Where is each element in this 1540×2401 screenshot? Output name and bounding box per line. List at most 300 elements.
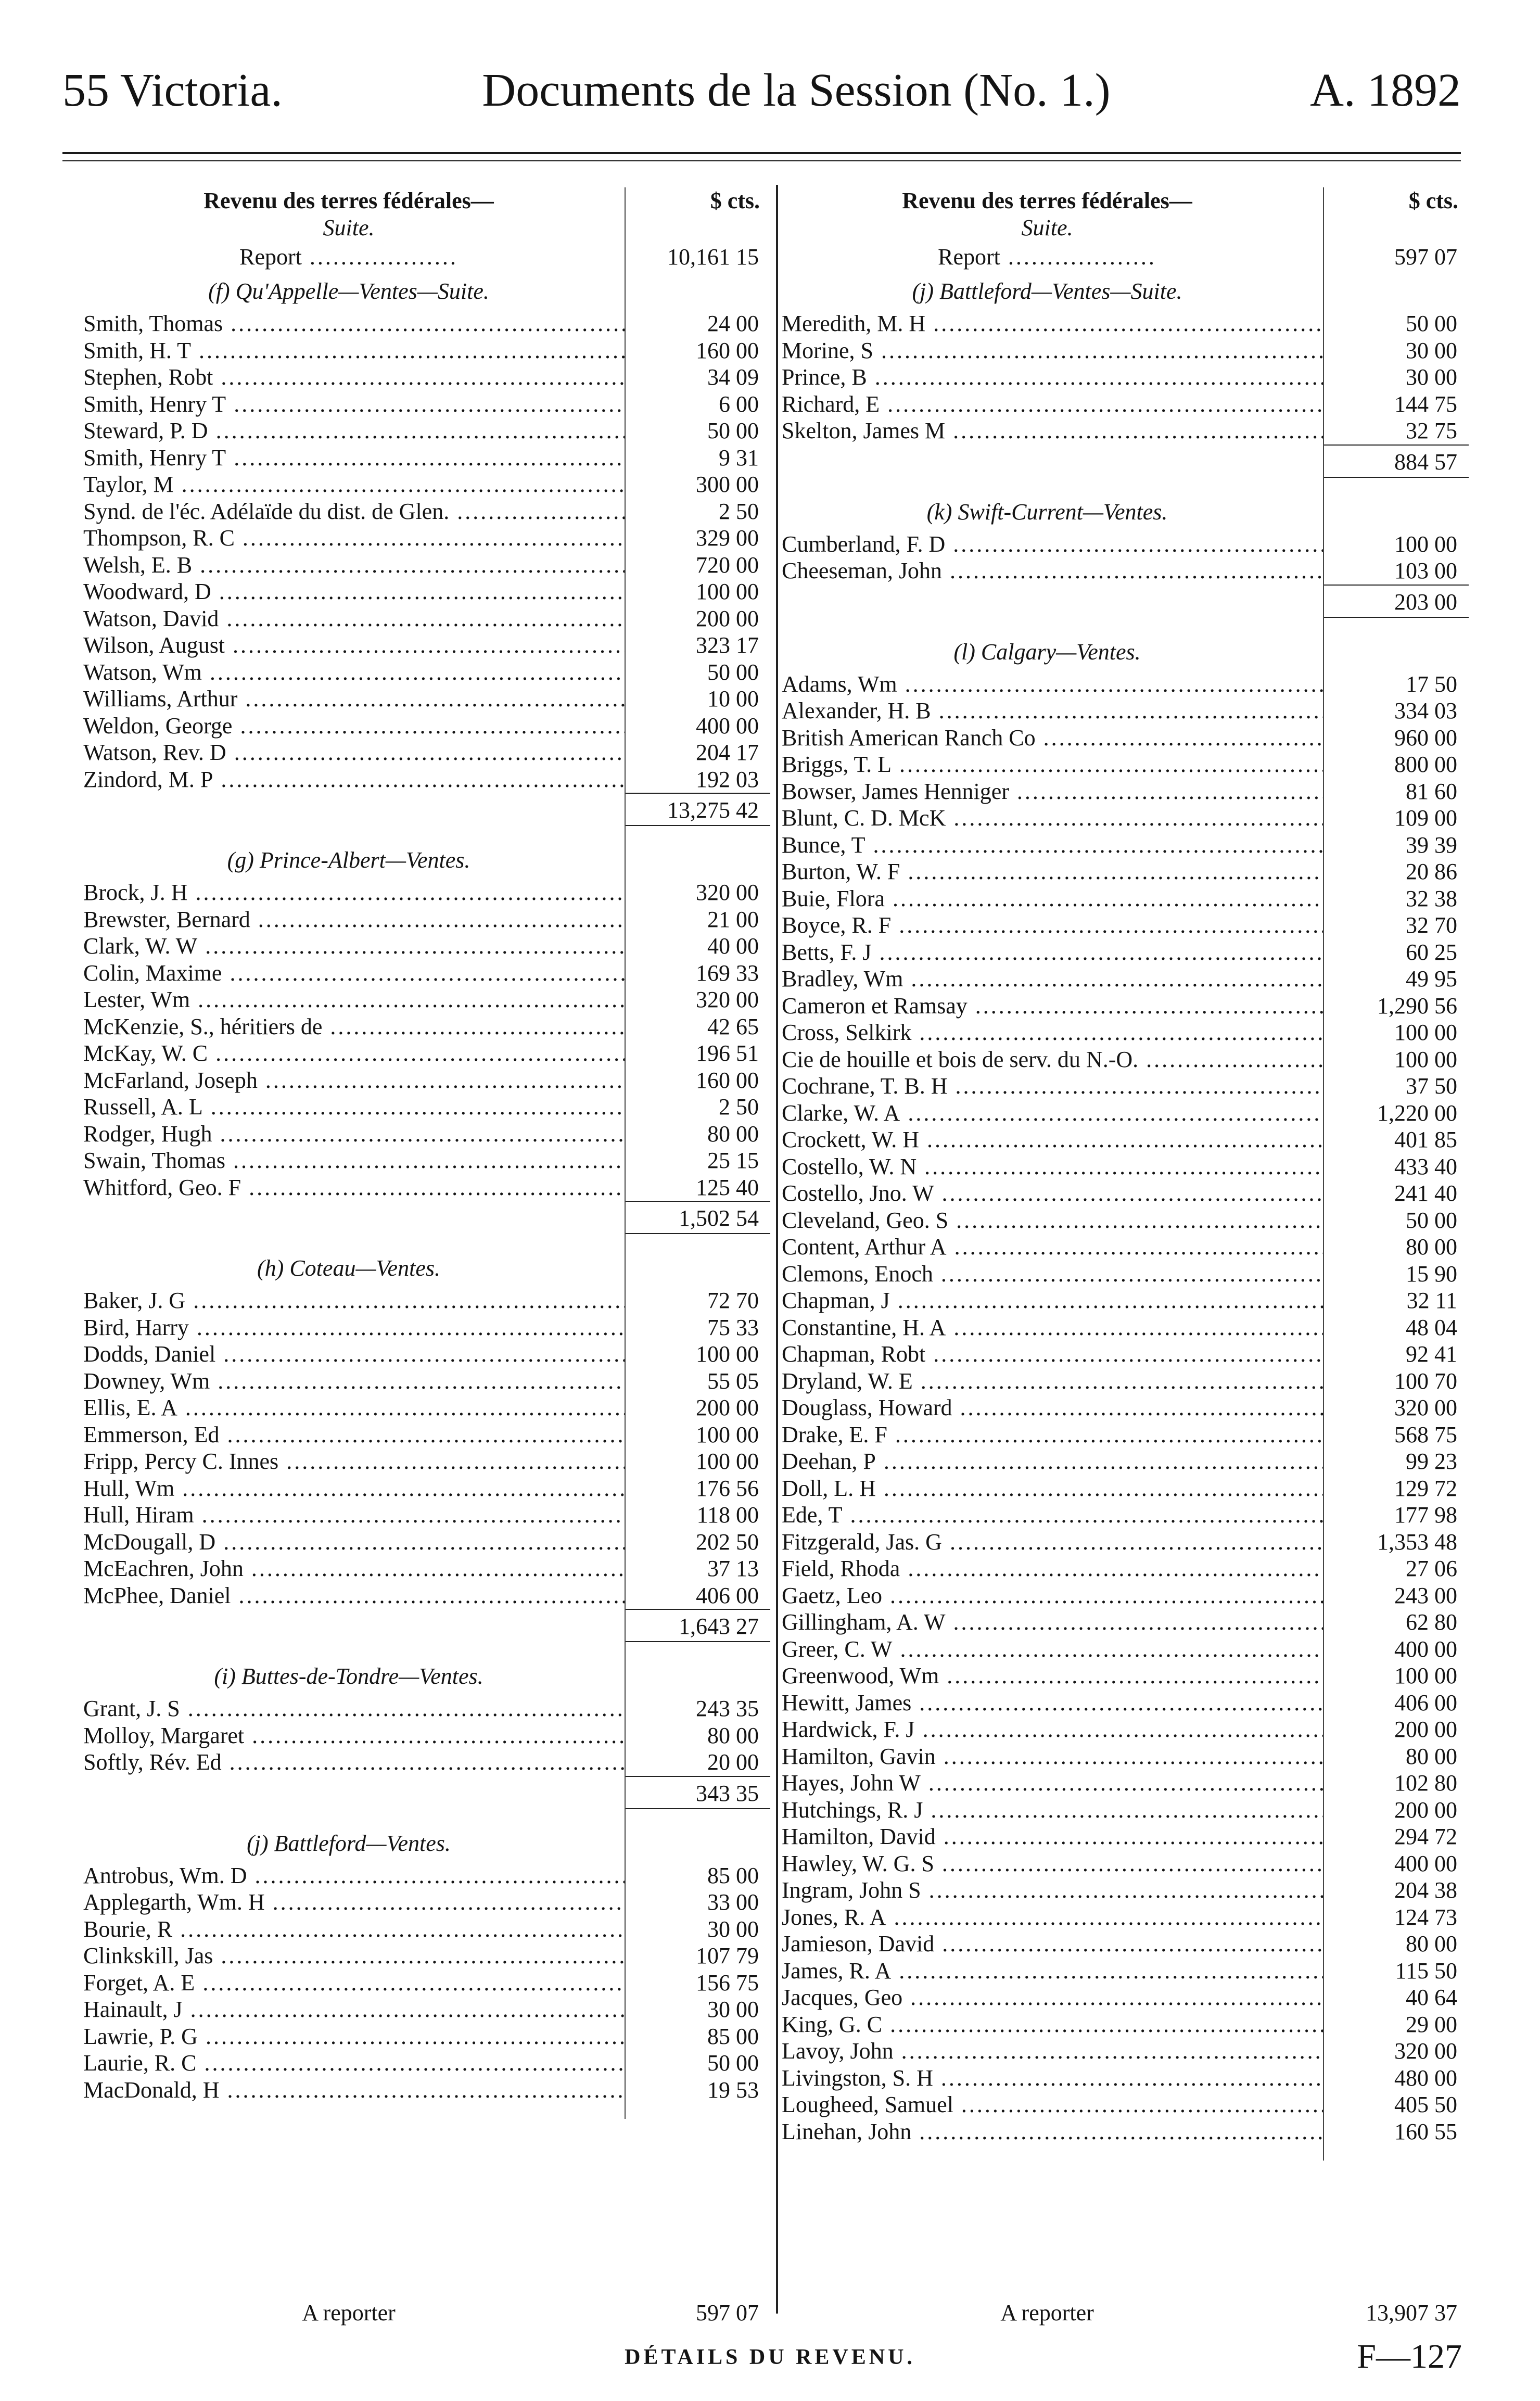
entry-name: Molloy, Margaret .....	[83, 1722, 625, 1749]
entry-name: Buie, Flora .....	[782, 885, 1323, 912]
table-row	[782, 725, 1469, 752]
entry-name: Drake, E. F .....	[782, 1421, 1323, 1449]
spacer	[782, 585, 1323, 618]
entry-amount: 25 15	[707, 1148, 759, 1173]
table-row	[782, 1555, 1469, 1582]
entry-amount: 204 17	[696, 740, 759, 765]
table-row	[782, 1019, 1469, 1046]
entry-amount: 1,353 48	[1377, 1529, 1457, 1555]
entry-name: Antrobus, Wm. D .....	[83, 1862, 625, 1889]
table-row	[83, 1067, 770, 1094]
table-row	[782, 1475, 1469, 1502]
entry-name: McFarland, Joseph .....	[83, 1067, 625, 1094]
header-rule	[62, 152, 1461, 154]
entry-name: Gillingham, A. W .....	[782, 1609, 1323, 1636]
entry-name: Deehan, P .....	[782, 1448, 1323, 1475]
column-divider	[776, 185, 778, 2314]
entry-amount: 30 00	[707, 1916, 759, 1942]
table-row	[83, 1722, 770, 1749]
table-row	[782, 1958, 1469, 1985]
entry-amount: 40 00	[707, 933, 759, 959]
table-row	[83, 525, 770, 552]
entry-name: Hardwick, F. J .....	[782, 1716, 1323, 1743]
entry-name: Hamilton, David .....	[782, 1823, 1323, 1850]
table-row	[782, 1636, 1469, 1663]
entry-amount: 19 53	[707, 2077, 759, 2103]
entry-name: Meredith, M. H .....	[782, 310, 1323, 337]
section-title: (i) Buttes-de-Tondre—Ventes.	[214, 1663, 483, 1689]
entry-name: Cie de houille et bois de serv. du N.-O. .....	[782, 1046, 1323, 1073]
left-report-label: Report .....	[83, 242, 614, 273]
entry-name: Chapman, J .....	[782, 1287, 1323, 1314]
entry-name: Cochrane, T. B. H .....	[782, 1073, 1323, 1100]
entry-name: Smith, H. T .....	[83, 337, 625, 364]
table-row	[782, 1126, 1469, 1153]
entry-amount: 124 73	[1394, 1904, 1457, 1930]
entry-name: Jacques, Geo .....	[782, 1984, 1323, 2011]
table-row	[782, 1529, 1469, 1556]
table-row	[83, 879, 770, 906]
entry-amount: 32 75	[1406, 418, 1457, 443]
table-row	[83, 417, 770, 444]
entry-amount: 50 00	[1406, 311, 1457, 336]
entry-amount: 80 00	[707, 1121, 759, 1147]
section-gap	[83, 1809, 770, 1825]
entry-amount: 102 80	[1394, 1770, 1457, 1796]
entry-amount: 294 72	[1394, 1824, 1457, 1849]
entry-name: Weldon, George .....	[83, 713, 625, 740]
entry-amount: 30 00	[1406, 364, 1457, 390]
entry-name: Briggs, T. L .....	[782, 751, 1323, 778]
table-row	[782, 337, 1469, 364]
left-cents-label: $ cts.	[710, 188, 760, 213]
entry-name: Lougheed, Samuel .....	[782, 2091, 1323, 2118]
entry-amount: 30 00	[1406, 337, 1457, 363]
entry-amount: 960 00	[1394, 725, 1457, 751]
entry-name: Fripp, Percy C. Innes .....	[83, 1448, 625, 1475]
table-row	[83, 1749, 770, 1776]
entry-name: Hayes, John W .....	[782, 1770, 1323, 1797]
entry-name: Colin, Maxime .....	[83, 960, 625, 987]
entry-name: Burton, W. F .....	[782, 858, 1323, 885]
table-row	[83, 632, 770, 659]
entry-name: Hewitt, James .....	[782, 1689, 1323, 1717]
table-row	[782, 417, 1469, 444]
entry-amount: 320 00	[696, 987, 759, 1012]
table-row	[83, 578, 770, 605]
table-row	[782, 2091, 1469, 2118]
table-row	[83, 1916, 770, 1943]
section-total: 343 35	[625, 1776, 770, 1809]
entry-name: Grant, J. S .....	[83, 1695, 625, 1722]
table-row	[782, 1823, 1469, 1850]
entry-name: Whitford, Geo. F .....	[83, 1174, 625, 1201]
table-row	[83, 933, 770, 960]
section-title: (j) Battleford—Ventes—Suite.	[912, 278, 1182, 304]
section-title: (l) Calgary—Ventes.	[953, 639, 1141, 665]
section-total: 1,643 27	[625, 1609, 770, 1642]
entry-amount: 75 33	[707, 1314, 759, 1340]
entry-amount: 37 13	[707, 1556, 759, 1581]
section-title: (f) Qu'Appelle—Ventes—Suite.	[208, 278, 489, 304]
footer-title: DÉTAILS DU REVENU.	[625, 2345, 915, 2369]
entry-amount: 55 05	[707, 1368, 759, 1394]
entry-name: Baker, J. G .....	[83, 1287, 625, 1314]
header-left: 55 Victoria.	[62, 64, 283, 116]
entry-name: Richard, E .....	[782, 391, 1323, 418]
left-report-value: 10,161 15	[667, 244, 759, 270]
entry-amount: 125 40	[696, 1174, 759, 1200]
entry-amount: 24 00	[707, 311, 759, 336]
entry-amount: 100 00	[1394, 1020, 1457, 1045]
entry-amount: 17 50	[1406, 671, 1457, 697]
entry-amount: 92 41	[1406, 1341, 1457, 1367]
entry-amount: 34 09	[707, 364, 759, 390]
entry-amount: 39 39	[1406, 832, 1457, 858]
table-row	[782, 832, 1469, 859]
entry-amount: 10 00	[707, 686, 759, 712]
table-row	[782, 1100, 1469, 1127]
table-row	[782, 885, 1469, 912]
table-row	[782, 1984, 1469, 2011]
table-row	[83, 1421, 770, 1449]
section-total: 203 00	[1323, 585, 1469, 618]
table-row	[782, 2011, 1469, 2038]
section-total-row	[83, 1776, 770, 1809]
table-row	[782, 1153, 1469, 1180]
entry-amount: 100 00	[696, 1341, 759, 1367]
entry-name: Thompson, R. C .....	[83, 525, 625, 552]
table-row	[83, 1529, 770, 1556]
entry-name: Douglass, Howard .....	[782, 1394, 1323, 1421]
entry-name: Prince, B .....	[782, 364, 1323, 391]
table-row	[83, 1996, 770, 2023]
entry-name: Dodds, Daniel .....	[83, 1341, 625, 1368]
table-row	[782, 1314, 1469, 1341]
entry-name: Chapman, Robt .....	[782, 1341, 1323, 1368]
entry-amount: 100 00	[1394, 531, 1457, 557]
entry-amount: 800 00	[1394, 752, 1457, 777]
right-carry-forward	[782, 2300, 1469, 2326]
table-row	[83, 1555, 770, 1582]
right-report-value: 597 07	[1394, 244, 1457, 270]
entry-amount: 200 00	[696, 1395, 759, 1420]
entry-amount: 196 51	[696, 1040, 759, 1066]
table-row	[782, 1421, 1469, 1449]
entry-name: Forget, A. E .....	[83, 1970, 625, 1997]
right-carry-label: A reporter	[1000, 2300, 1094, 2326]
section-total: 884 57	[1323, 444, 1469, 478]
entry-amount: 204 38	[1394, 1877, 1457, 1903]
entry-name: Linehan, John .....	[782, 2118, 1323, 2145]
table-row	[83, 1040, 770, 1067]
entry-amount: 32 38	[1406, 885, 1457, 911]
table-row	[782, 1930, 1469, 1958]
entry-amount: 72 70	[707, 1288, 759, 1313]
right-report-row	[782, 242, 1469, 273]
entry-name: Hull, Wm .....	[83, 1475, 625, 1502]
entry-name: Taylor, M .....	[83, 471, 625, 498]
entry-name: Morine, S .....	[782, 337, 1323, 364]
entry-amount: 99 23	[1406, 1449, 1457, 1474]
entry-amount: 27 06	[1406, 1556, 1457, 1581]
entry-amount: 323 17	[696, 632, 759, 658]
table-row	[782, 531, 1469, 558]
entry-amount: 480 00	[1394, 2065, 1457, 2091]
entry-name: Doll, L. H .....	[782, 1475, 1323, 1502]
entry-name: Fitzgerald, Jas. G .....	[782, 1529, 1323, 1556]
entry-amount: 100 00	[1394, 1663, 1457, 1688]
entry-name: Hawley, W. G. S .....	[782, 1850, 1323, 1877]
spacer	[83, 1609, 625, 1642]
entry-name: Skelton, James M .....	[782, 417, 1323, 444]
entry-name: Bourie, R .....	[83, 1916, 625, 1943]
entry-amount: 85 00	[707, 1862, 759, 1888]
entry-amount: 433 40	[1394, 1153, 1457, 1179]
entry-amount: 243 00	[1394, 1582, 1457, 1608]
entry-name: James, R. A .....	[782, 1958, 1323, 1985]
entry-amount: 103 00	[1394, 558, 1457, 583]
table-row	[782, 1261, 1469, 1288]
entry-name: Hamilton, Gavin .....	[782, 1743, 1323, 1770]
entry-name: Woodward, D .....	[83, 578, 625, 605]
table-row	[782, 993, 1469, 1020]
entry-amount: 80 00	[1406, 1931, 1457, 1957]
spacer	[83, 1201, 625, 1234]
entry-amount: 100 00	[1394, 1046, 1457, 1072]
entry-name: Watson, Rev. D .....	[83, 739, 625, 766]
entry-name: Cumberland, F. D .....	[782, 531, 1323, 558]
entry-name: Hainault, J .....	[83, 1996, 625, 2023]
entry-amount: 400 00	[1394, 1850, 1457, 1876]
table-row	[782, 1662, 1469, 1689]
entry-name: Clinkskill, Jas .....	[83, 1942, 625, 1970]
table-row	[782, 1394, 1469, 1421]
table-row	[83, 1174, 770, 1201]
table-row	[782, 1287, 1469, 1314]
entry-amount: 156 75	[696, 1970, 759, 1996]
entry-amount: 241 40	[1394, 1180, 1457, 1206]
table-row	[782, 1207, 1469, 1234]
entry-amount: 400 00	[1394, 1636, 1457, 1662]
entry-amount: 720 00	[696, 552, 759, 578]
entry-amount: 115 50	[1395, 1958, 1457, 1984]
entry-name: McKay, W. C .....	[83, 1040, 625, 1067]
entry-name: Emmerson, Ed .....	[83, 1421, 625, 1449]
table-row	[782, 2038, 1469, 2065]
entry-amount: 200 00	[1394, 1717, 1457, 1742]
section-gap	[83, 826, 770, 842]
entry-amount: 300 00	[696, 472, 759, 497]
entry-amount: 177 98	[1394, 1502, 1457, 1528]
entry-name: Smith, Henry T .....	[83, 444, 625, 472]
table-row	[83, 1147, 770, 1174]
entry-amount: 50 00	[707, 659, 759, 685]
entry-name: Blunt, C. D. McK .....	[782, 805, 1323, 832]
left-carry-label: A reporter	[302, 2300, 396, 2326]
table-row	[782, 1234, 1469, 1261]
entry-name: Betts, F. J .....	[782, 939, 1323, 966]
entry-name: Smith, Henry T .....	[83, 391, 625, 418]
spacer	[83, 1776, 625, 1809]
table-row	[83, 1889, 770, 1916]
table-row	[83, 337, 770, 364]
table-row	[83, 685, 770, 713]
table-row	[782, 1716, 1469, 1743]
entry-amount: 406 00	[696, 1582, 759, 1608]
entry-name: Lester, Wm .....	[83, 986, 625, 1013]
table-row	[83, 766, 770, 793]
table-row	[782, 1689, 1469, 1717]
table-row	[782, 1904, 1469, 1931]
section-total-row	[83, 1609, 770, 1642]
entry-amount: 29 00	[1406, 2011, 1457, 2037]
entry-name: Hutchings, R. J .....	[782, 1797, 1323, 1824]
entry-amount: 243 35	[696, 1696, 759, 1721]
entry-name: Cheeseman, John .....	[782, 557, 1323, 585]
entry-amount: 192 03	[696, 766, 759, 792]
right-column-subtitle: Suite.	[1021, 215, 1073, 240]
entry-amount: 160 00	[696, 337, 759, 363]
entry-amount: 1,290 56	[1377, 993, 1457, 1019]
table-row	[83, 1314, 770, 1341]
entry-amount: 176 56	[696, 1475, 759, 1501]
entry-name: King, G. C .....	[782, 2011, 1323, 2038]
entry-name: Constantine, H. A .....	[782, 1314, 1323, 1341]
entry-amount: 42 65	[707, 1013, 759, 1039]
table-row	[782, 1743, 1469, 1770]
entry-amount: 6 00	[719, 391, 759, 417]
entry-name: Downey, Wm .....	[83, 1368, 625, 1395]
table-row	[782, 966, 1469, 993]
table-row	[83, 498, 770, 525]
table-row	[782, 310, 1469, 337]
entry-name: Synd. de l'éc. Adélaïde du dist. de Glen. .....	[83, 498, 625, 525]
entry-name: Applegarth, Wm. H .....	[83, 1889, 625, 1916]
entry-amount: 20 86	[1406, 859, 1457, 884]
entry-amount: 129 72	[1394, 1475, 1457, 1501]
table-row	[782, 1770, 1469, 1797]
section-gap	[83, 2103, 770, 2119]
entry-name: McEachren, John .....	[83, 1555, 625, 1582]
entry-name: Russell, A. L .....	[83, 1094, 625, 1121]
table-row	[83, 552, 770, 579]
entry-name: Bird, Harry .....	[83, 1314, 625, 1341]
entry-name: Watson, Wm .....	[83, 659, 625, 686]
table-row	[782, 1582, 1469, 1609]
entry-name: Wilson, August .....	[83, 632, 625, 659]
table-row	[83, 1094, 770, 1121]
entry-name: Livingston, S. H .....	[782, 2065, 1323, 2092]
section-total-row	[782, 585, 1469, 618]
table-row	[782, 2118, 1469, 2145]
entry-name: Costello, Jno. W .....	[782, 1180, 1323, 1207]
table-row	[782, 1180, 1469, 1207]
section-gap	[782, 478, 1469, 493]
entry-amount: 60 25	[1406, 939, 1457, 965]
entry-amount: 144 75	[1394, 391, 1457, 417]
table-row	[782, 1046, 1469, 1073]
table-row	[83, 1502, 770, 1529]
entry-amount: 400 00	[696, 713, 759, 739]
table-row	[782, 939, 1469, 966]
section-total-row	[782, 444, 1469, 478]
entry-amount: 80 00	[1406, 1234, 1457, 1260]
entry-name: Boyce, R. F .....	[782, 912, 1323, 939]
entry-name: MacDonald, H .....	[83, 2077, 625, 2104]
table-row	[83, 713, 770, 740]
entry-name: Cross, Selkirk .....	[782, 1019, 1323, 1046]
entry-amount: 401 85	[1394, 1127, 1457, 1152]
table-row	[83, 364, 770, 391]
table-row	[782, 1073, 1469, 1100]
entry-amount: 85 00	[707, 2023, 759, 2049]
entry-name: Brock, J. H .....	[83, 879, 625, 906]
entry-amount: 81 60	[1406, 778, 1457, 804]
table-row	[83, 2077, 770, 2104]
table-row	[83, 1341, 770, 1368]
entry-name: Bradley, Wm .....	[782, 966, 1323, 993]
table-row	[83, 1394, 770, 1421]
entry-name: Brewster, Bernard .....	[83, 906, 625, 933]
table-row	[83, 391, 770, 418]
entry-name: Bunce, T .....	[782, 832, 1323, 859]
header-rule-thin	[62, 160, 1461, 161]
entry-amount: 80 00	[707, 1722, 759, 1748]
section-total-row	[83, 1201, 770, 1234]
table-row	[782, 858, 1469, 885]
entry-name: Smith, Thomas .....	[83, 310, 625, 337]
table-row	[782, 1877, 1469, 1904]
entry-amount: 100 00	[696, 579, 759, 604]
entry-name: Zindord, M. P .....	[83, 766, 625, 793]
table-row	[83, 1121, 770, 1148]
entry-amount: 320 00	[696, 880, 759, 905]
entry-amount: 37 50	[1406, 1073, 1457, 1099]
spacer	[83, 793, 625, 826]
entry-amount: 50 00	[1406, 1207, 1457, 1233]
table-row	[782, 1850, 1469, 1877]
entry-amount: 200 00	[696, 605, 759, 631]
entry-amount: 109 00	[1394, 805, 1457, 831]
entry-amount: 329 00	[696, 525, 759, 551]
table-row	[782, 364, 1469, 391]
section-gap	[782, 618, 1469, 633]
section-gap	[782, 2145, 1469, 2161]
entry-amount: 48 04	[1406, 1314, 1457, 1340]
entry-amount: 32 70	[1406, 912, 1457, 938]
entry-name: Field, Rhoda .....	[782, 1555, 1323, 1582]
table-row	[782, 1448, 1469, 1475]
entry-amount: 568 75	[1394, 1421, 1457, 1447]
entry-name: Jones, R. A .....	[782, 1904, 1323, 1931]
entry-name: Clarke, W. A .....	[782, 1100, 1323, 1127]
entry-name: Clemons, Enoch .....	[782, 1261, 1323, 1288]
table-row	[83, 1448, 770, 1475]
table-row	[83, 1475, 770, 1502]
entry-name: Softly, Rév. Ed .....	[83, 1749, 625, 1776]
table-row	[782, 912, 1469, 939]
entry-name: Ede, T .....	[782, 1502, 1323, 1529]
entry-name: Hull, Hiram .....	[83, 1502, 625, 1529]
table-row	[782, 778, 1469, 805]
entry-name: Clark, W. W .....	[83, 933, 625, 960]
spacer	[782, 444, 1323, 478]
table-row	[83, 1582, 770, 1609]
entry-name: Watson, David .....	[83, 605, 625, 632]
table-row	[83, 1970, 770, 1997]
entry-name: Stephen, Robt .....	[83, 364, 625, 391]
